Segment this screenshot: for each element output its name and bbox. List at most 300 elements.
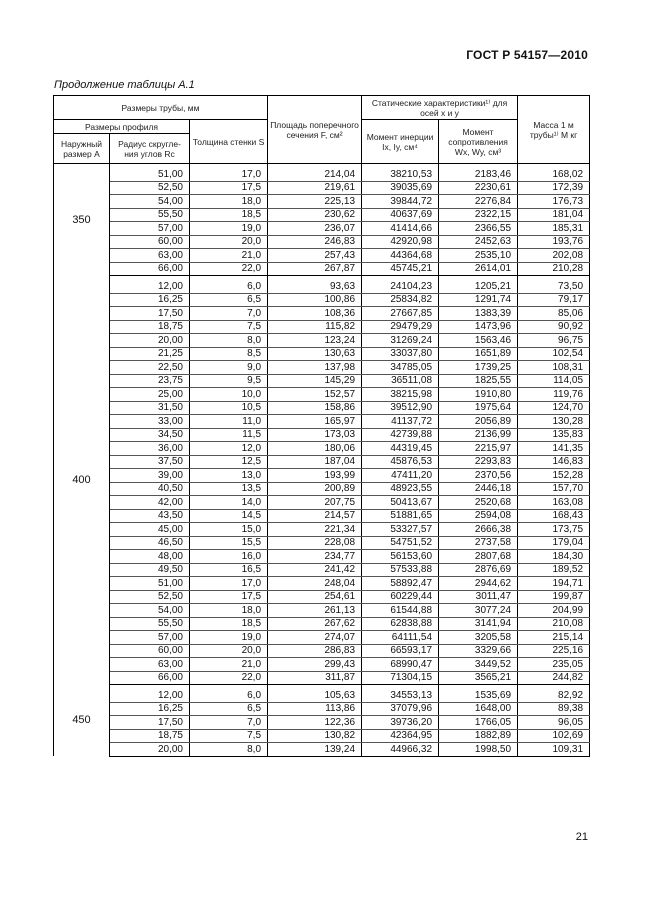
cell-mass: 82,92 (518, 689, 590, 702)
cell-moment-inertia: 60229,44 (362, 590, 439, 604)
cell-area: 241,42 (268, 563, 362, 577)
cell-moment-resistance: 1910,80 (439, 388, 518, 402)
table-row (54, 334, 590, 348)
table-row (54, 509, 590, 523)
cell-corner-radius: 40,50 (110, 482, 190, 496)
table-row (54, 415, 590, 429)
cell-moment-resistance: 1998,50 (439, 743, 518, 757)
cell-corner-radius: 42,00 (110, 496, 190, 510)
cell-moment-resistance: 3011,47 (439, 590, 518, 604)
cell-moment-resistance: 1535,69 (439, 689, 518, 702)
cell-wall-thickness: 19,0 (190, 631, 268, 645)
cell-moment-inertia: 45876,53 (362, 455, 439, 469)
cell-corner-radius: 52,50 (110, 181, 190, 195)
cell-mass: 130,28 (518, 415, 590, 429)
cell-area: 236,07 (268, 222, 362, 236)
cell-corner-radius: 34,50 (110, 428, 190, 442)
cell-moment-resistance: 2322,15 (439, 208, 518, 222)
cell-area: 274,07 (268, 631, 362, 645)
cell-moment-resistance: 2535,10 (439, 249, 518, 263)
cell-moment-resistance: 2594,08 (439, 509, 518, 523)
cell-moment-inertia: 27667,85 (362, 307, 439, 321)
cell-mass: 108,31 (518, 361, 590, 375)
cell-area: 130,82 (268, 729, 362, 743)
table-row (54, 388, 590, 402)
cell-moment-resistance: 2614,01 (439, 262, 518, 276)
cell-moment-resistance: 3077,24 (439, 604, 518, 618)
cell-moment-inertia: 39736,20 (362, 716, 439, 730)
cell-moment-resistance: 1882,89 (439, 729, 518, 743)
cell-mass: 225,16 (518, 644, 590, 658)
table-row (54, 577, 590, 591)
cell-moment-inertia: 44319,45 (362, 442, 439, 456)
cell-moment-inertia: 33037,80 (362, 347, 439, 361)
cell-area: 113,86 (268, 702, 362, 716)
header-profile-dimensions: Размеры профиля (54, 120, 190, 134)
cell-area: 286,83 (268, 644, 362, 658)
table-row (54, 729, 590, 743)
header-moment-inertia: Момент инерции Ix, Iy, см⁴ (362, 120, 439, 164)
cell-wall-thickness: 6,5 (190, 702, 268, 716)
cell-wall-thickness: 7,5 (190, 320, 268, 334)
cell-area: 221,34 (268, 523, 362, 537)
cell-area: 193,99 (268, 469, 362, 483)
cell-moment-inertia: 25834,82 (362, 293, 439, 307)
cell-moment-resistance: 2452,63 (439, 235, 518, 249)
table-row (54, 401, 590, 415)
cell-moment-resistance: 2183,46 (439, 168, 518, 181)
cell-area: 299,43 (268, 658, 362, 672)
cell-mass: 179,04 (518, 536, 590, 550)
cell-area: 115,82 (268, 320, 362, 334)
cell-mass: 184,30 (518, 550, 590, 564)
table-row (54, 702, 590, 716)
cell-corner-radius: 49,50 (110, 563, 190, 577)
cell-wall-thickness: 9,5 (190, 374, 268, 388)
cell-corner-radius: 12,00 (110, 280, 190, 293)
cell-moment-inertia: 44966,32 (362, 743, 439, 757)
cell-moment-resistance: 3205,58 (439, 631, 518, 645)
cell-moment-resistance: 2737,58 (439, 536, 518, 550)
cell-corner-radius: 39,00 (110, 469, 190, 483)
table-row (54, 469, 590, 483)
cell-mass: 119,76 (518, 388, 590, 402)
table-row (54, 320, 590, 334)
cell-moment-resistance: 1205,21 (439, 280, 518, 293)
cell-moment-inertia: 44364,68 (362, 249, 439, 263)
cell-moment-resistance: 1825,55 (439, 374, 518, 388)
cell-corner-radius: 63,00 (110, 658, 190, 672)
cell-moment-inertia: 51881,65 (362, 509, 439, 523)
cell-moment-inertia: 68990,47 (362, 658, 439, 672)
cell-wall-thickness: 18,0 (190, 195, 268, 209)
cell-moment-inertia: 36511,08 (362, 374, 439, 388)
cell-moment-inertia: 42739,88 (362, 428, 439, 442)
table-row (54, 590, 590, 604)
cell-corner-radius: 63,00 (110, 249, 190, 263)
cell-moment-inertia: 34553,13 (362, 689, 439, 702)
cell-area: 139,24 (268, 743, 362, 757)
table-row (54, 293, 590, 307)
cell-mass: 173,75 (518, 523, 590, 537)
cell-wall-thickness: 10,0 (190, 388, 268, 402)
cell-moment-resistance: 2276,84 (439, 195, 518, 209)
table-row (54, 631, 590, 645)
cell-moment-inertia: 50413,67 (362, 496, 439, 510)
cell-moment-resistance: 2056,89 (439, 415, 518, 429)
cell-corner-radius: 54,00 (110, 604, 190, 618)
cell-area: 214,57 (268, 509, 362, 523)
cell-moment-resistance: 1766,05 (439, 716, 518, 730)
cell-mass: 210,08 (518, 617, 590, 631)
cell-wall-thickness: 17,5 (190, 181, 268, 195)
cell-area: 267,62 (268, 617, 362, 631)
cell-moment-inertia: 39512,90 (362, 401, 439, 415)
cell-moment-inertia: 38210,53 (362, 168, 439, 181)
cell-wall-thickness: 21,0 (190, 658, 268, 672)
table-row (54, 604, 590, 618)
cell-wall-thickness: 13,0 (190, 469, 268, 483)
cell-area: 130,63 (268, 347, 362, 361)
cell-mass: 168,43 (518, 509, 590, 523)
cell-moment-inertia: 48923,55 (362, 482, 439, 496)
table-row (54, 235, 590, 249)
cell-corner-radius: 37,50 (110, 455, 190, 469)
cell-moment-resistance: 2666,38 (439, 523, 518, 537)
header-moment-resistance: Момент сопротивления Wx, Wy, см³ (439, 120, 518, 164)
cell-area: 214,04 (268, 168, 362, 181)
cell-wall-thickness: 11,0 (190, 415, 268, 429)
cell-moment-resistance: 2807,68 (439, 550, 518, 564)
cell-mass: 157,70 (518, 482, 590, 496)
table-row (54, 550, 590, 564)
cell-corner-radius: 18,75 (110, 320, 190, 334)
cell-area: 219,61 (268, 181, 362, 195)
cell-corner-radius: 43,50 (110, 509, 190, 523)
cell-area: 225,13 (268, 195, 362, 209)
table-row (54, 658, 590, 672)
cell-area: 257,43 (268, 249, 362, 263)
cell-mass: 102,69 (518, 729, 590, 743)
cell-moment-inertia: 40637,69 (362, 208, 439, 222)
cell-mass: 181,04 (518, 208, 590, 222)
cell-moment-resistance: 2944,62 (439, 577, 518, 591)
header-area: Площадь поперечного сечения F, см² (268, 96, 362, 164)
cell-moment-resistance: 3141,94 (439, 617, 518, 631)
cell-wall-thickness: 16,0 (190, 550, 268, 564)
cell-wall-thickness: 6,0 (190, 280, 268, 293)
cell-mass: 194,71 (518, 577, 590, 591)
cell-mass: 90,92 (518, 320, 590, 334)
header-pipe-dimensions: Размеры трубы, мм (54, 96, 268, 120)
cell-mass: 202,08 (518, 249, 590, 263)
table-row (54, 563, 590, 577)
cell-area: 187,04 (268, 455, 362, 469)
cell-wall-thickness: 12,0 (190, 442, 268, 456)
table-row (54, 496, 590, 510)
table-row (54, 195, 590, 209)
cell-wall-thickness: 7,5 (190, 729, 268, 743)
document-code: ГОСТ Р 54157—2010 (466, 48, 588, 62)
cell-area: 158,86 (268, 401, 362, 415)
cell-mass: 152,28 (518, 469, 590, 483)
cell-area: 261,13 (268, 604, 362, 618)
cell-moment-inertia: 41414,66 (362, 222, 439, 236)
cell-outer-size: 350 (54, 164, 110, 276)
cell-corner-radius: 55,50 (110, 208, 190, 222)
cell-area: 234,77 (268, 550, 362, 564)
cell-area: 123,24 (268, 334, 362, 348)
cell-corner-radius: 22,50 (110, 361, 190, 375)
header-mass: Масса 1 м трубы¹⁾ M кг (518, 96, 590, 164)
cell-moment-resistance: 2876,69 (439, 563, 518, 577)
cell-moment-resistance: 2520,68 (439, 496, 518, 510)
cell-corner-radius: 46,50 (110, 536, 190, 550)
cell-area: 254,61 (268, 590, 362, 604)
cell-wall-thickness: 18,0 (190, 604, 268, 618)
cell-moment-resistance: 1648,00 (439, 702, 518, 716)
cell-mass: 163,08 (518, 496, 590, 510)
cell-moment-resistance: 1975,64 (439, 401, 518, 415)
cell-moment-resistance: 1383,39 (439, 307, 518, 321)
header-outer-size: Наружный размер A (54, 134, 110, 164)
cell-area: 228,08 (268, 536, 362, 550)
cell-mass: 114,05 (518, 374, 590, 388)
table-row (54, 716, 590, 730)
cell-wall-thickness: 15,0 (190, 523, 268, 537)
cell-mass: 85,06 (518, 307, 590, 321)
cell-wall-thickness: 12,5 (190, 455, 268, 469)
table-row (54, 222, 590, 236)
cell-moment-inertia: 61544,88 (362, 604, 439, 618)
cell-area: 100,86 (268, 293, 362, 307)
cell-wall-thickness: 7,0 (190, 716, 268, 730)
cell-corner-radius: 16,25 (110, 702, 190, 716)
cell-wall-thickness: 8,0 (190, 334, 268, 348)
cell-area: 108,36 (268, 307, 362, 321)
table-row (54, 168, 590, 181)
cell-wall-thickness: 16,5 (190, 563, 268, 577)
table-row (54, 280, 590, 293)
header-corner-radius: Радиус скругле-ния углов Rс (110, 134, 190, 164)
cell-corner-radius: 57,00 (110, 631, 190, 645)
cell-moment-inertia: 34785,05 (362, 361, 439, 375)
cell-mass: 189,52 (518, 563, 590, 577)
cell-area: 137,98 (268, 361, 362, 375)
cell-moment-resistance: 2215,97 (439, 442, 518, 456)
cell-moment-resistance: 2446,18 (439, 482, 518, 496)
cell-moment-inertia: 45745,21 (362, 262, 439, 276)
cell-wall-thickness: 19,0 (190, 222, 268, 236)
cell-corner-radius: 55,50 (110, 617, 190, 631)
table-header (54, 96, 590, 164)
cell-moment-resistance: 2230,61 (439, 181, 518, 195)
cell-moment-inertia: 24104,23 (362, 280, 439, 293)
table-caption: Продолжение таблицы А.1 (54, 79, 195, 91)
cell-wall-thickness: 17,0 (190, 168, 268, 181)
cell-area: 165,97 (268, 415, 362, 429)
cell-moment-inertia: 56153,60 (362, 550, 439, 564)
cell-area: 248,04 (268, 577, 362, 591)
cell-mass: 109,31 (518, 743, 590, 757)
cell-wall-thickness: 18,5 (190, 617, 268, 631)
cell-wall-thickness: 22,0 (190, 262, 268, 276)
cell-area: 180,06 (268, 442, 362, 456)
cell-mass: 96,05 (518, 716, 590, 730)
table-row (54, 689, 590, 702)
cell-mass: 210,28 (518, 262, 590, 276)
cell-moment-resistance: 1563,46 (439, 334, 518, 348)
cell-corner-radius: 60,00 (110, 235, 190, 249)
cell-wall-thickness: 20,0 (190, 644, 268, 658)
cell-mass: 96,75 (518, 334, 590, 348)
cell-wall-thickness: 6,5 (190, 293, 268, 307)
cell-wall-thickness: 10,5 (190, 401, 268, 415)
cell-moment-inertia: 47411,20 (362, 469, 439, 483)
cell-corner-radius: 16,25 (110, 293, 190, 307)
cell-area: 93,63 (268, 280, 362, 293)
cell-mass: 185,31 (518, 222, 590, 236)
cell-moment-resistance: 3329,66 (439, 644, 518, 658)
cell-moment-inertia: 37079,96 (362, 702, 439, 716)
cell-mass: 79,17 (518, 293, 590, 307)
table-row (54, 208, 590, 222)
cell-wall-thickness: 14,0 (190, 496, 268, 510)
cell-moment-resistance: 3449,52 (439, 658, 518, 672)
cell-moment-resistance: 3565,21 (439, 671, 518, 685)
cell-corner-radius: 36,00 (110, 442, 190, 456)
cell-moment-resistance: 1291,74 (439, 293, 518, 307)
cell-corner-radius: 54,00 (110, 195, 190, 209)
cell-area: 207,75 (268, 496, 362, 510)
cell-moment-inertia: 54751,52 (362, 536, 439, 550)
cell-moment-resistance: 1473,96 (439, 320, 518, 334)
cell-wall-thickness: 15,5 (190, 536, 268, 550)
cell-moment-inertia: 38215,98 (362, 388, 439, 402)
cell-corner-radius: 20,00 (110, 334, 190, 348)
cell-wall-thickness: 6,0 (190, 689, 268, 702)
cell-moment-resistance: 1651,89 (439, 347, 518, 361)
cell-wall-thickness: 21,0 (190, 249, 268, 263)
cell-moment-inertia: 39844,72 (362, 195, 439, 209)
cell-outer-size: 400 (54, 276, 110, 685)
cell-outer-size: 450 (54, 685, 110, 757)
cell-mass: 172,39 (518, 181, 590, 195)
cell-corner-radius: 51,00 (110, 577, 190, 591)
cell-corner-radius: 51,00 (110, 168, 190, 181)
table-row (54, 644, 590, 658)
table-row (54, 442, 590, 456)
cell-moment-inertia: 41137,72 (362, 415, 439, 429)
cell-area: 122,36 (268, 716, 362, 730)
cell-mass: 102,54 (518, 347, 590, 361)
cell-moment-inertia: 42364,95 (362, 729, 439, 743)
cell-corner-radius: 45,00 (110, 523, 190, 537)
cell-mass: 168,02 (518, 168, 590, 181)
cell-moment-inertia: 62838,88 (362, 617, 439, 631)
cell-wall-thickness: 11,5 (190, 428, 268, 442)
cell-corner-radius: 31,50 (110, 401, 190, 415)
cell-area: 200,89 (268, 482, 362, 496)
cell-mass: 124,70 (518, 401, 590, 415)
table-row (54, 536, 590, 550)
cell-corner-radius: 57,00 (110, 222, 190, 236)
cell-wall-thickness: 20,0 (190, 235, 268, 249)
cell-corner-radius: 52,50 (110, 590, 190, 604)
cell-mass: 235,05 (518, 658, 590, 672)
cell-mass: 176,73 (518, 195, 590, 209)
cell-moment-inertia: 66593,17 (362, 644, 439, 658)
cell-moment-inertia: 64111,54 (362, 631, 439, 645)
cell-area: 145,29 (268, 374, 362, 388)
cell-mass: 73,50 (518, 280, 590, 293)
cell-wall-thickness: 8,5 (190, 347, 268, 361)
cell-wall-thickness: 9,0 (190, 361, 268, 375)
table-row (54, 347, 590, 361)
cell-moment-inertia: 53327,57 (362, 523, 439, 537)
cell-area: 267,87 (268, 262, 362, 276)
cell-wall-thickness: 18,5 (190, 208, 268, 222)
table-row (54, 428, 590, 442)
cell-mass: 204,99 (518, 604, 590, 618)
cell-area: 311,87 (268, 671, 362, 685)
table-row (54, 743, 590, 757)
cell-wall-thickness: 14,5 (190, 509, 268, 523)
cell-mass: 146,83 (518, 455, 590, 469)
table-row (54, 455, 590, 469)
cell-wall-thickness: 22,0 (190, 671, 268, 685)
cell-mass: 193,76 (518, 235, 590, 249)
cell-mass: 244,82 (518, 671, 590, 685)
table-row (54, 617, 590, 631)
cell-corner-radius: 48,00 (110, 550, 190, 564)
table-row (54, 249, 590, 263)
cell-mass: 135,83 (518, 428, 590, 442)
cell-corner-radius: 17,50 (110, 307, 190, 321)
cell-corner-radius: 33,00 (110, 415, 190, 429)
cell-moment-resistance: 2366,55 (439, 222, 518, 236)
cell-area: 246,83 (268, 235, 362, 249)
cell-mass: 141,35 (518, 442, 590, 456)
cell-moment-inertia: 39035,69 (362, 181, 439, 195)
cell-moment-resistance: 1739,25 (439, 361, 518, 375)
cell-corner-radius: 21,25 (110, 347, 190, 361)
cell-moment-inertia: 57533,88 (362, 563, 439, 577)
cell-wall-thickness: 13,5 (190, 482, 268, 496)
cell-moment-inertia: 31269,24 (362, 334, 439, 348)
table-body (54, 164, 590, 757)
table-row (54, 361, 590, 375)
table-row (54, 671, 590, 685)
cell-moment-resistance: 2136,99 (439, 428, 518, 442)
cell-corner-radius: 18,75 (110, 729, 190, 743)
cell-mass: 215,14 (518, 631, 590, 645)
cell-moment-inertia: 42920,98 (362, 235, 439, 249)
cell-wall-thickness: 17,0 (190, 577, 268, 591)
cell-wall-thickness: 8,0 (190, 743, 268, 757)
table-row (54, 523, 590, 537)
cell-mass: 199,87 (518, 590, 590, 604)
table-row (54, 262, 590, 276)
cell-area: 230,62 (268, 208, 362, 222)
table-row (54, 307, 590, 321)
cell-wall-thickness: 7,0 (190, 307, 268, 321)
cell-moment-resistance: 2293,83 (439, 455, 518, 469)
cell-area: 152,57 (268, 388, 362, 402)
cell-corner-radius: 12,00 (110, 689, 190, 702)
header-wall-thickness: Толщина стенки S (190, 120, 268, 164)
table-row (54, 374, 590, 388)
